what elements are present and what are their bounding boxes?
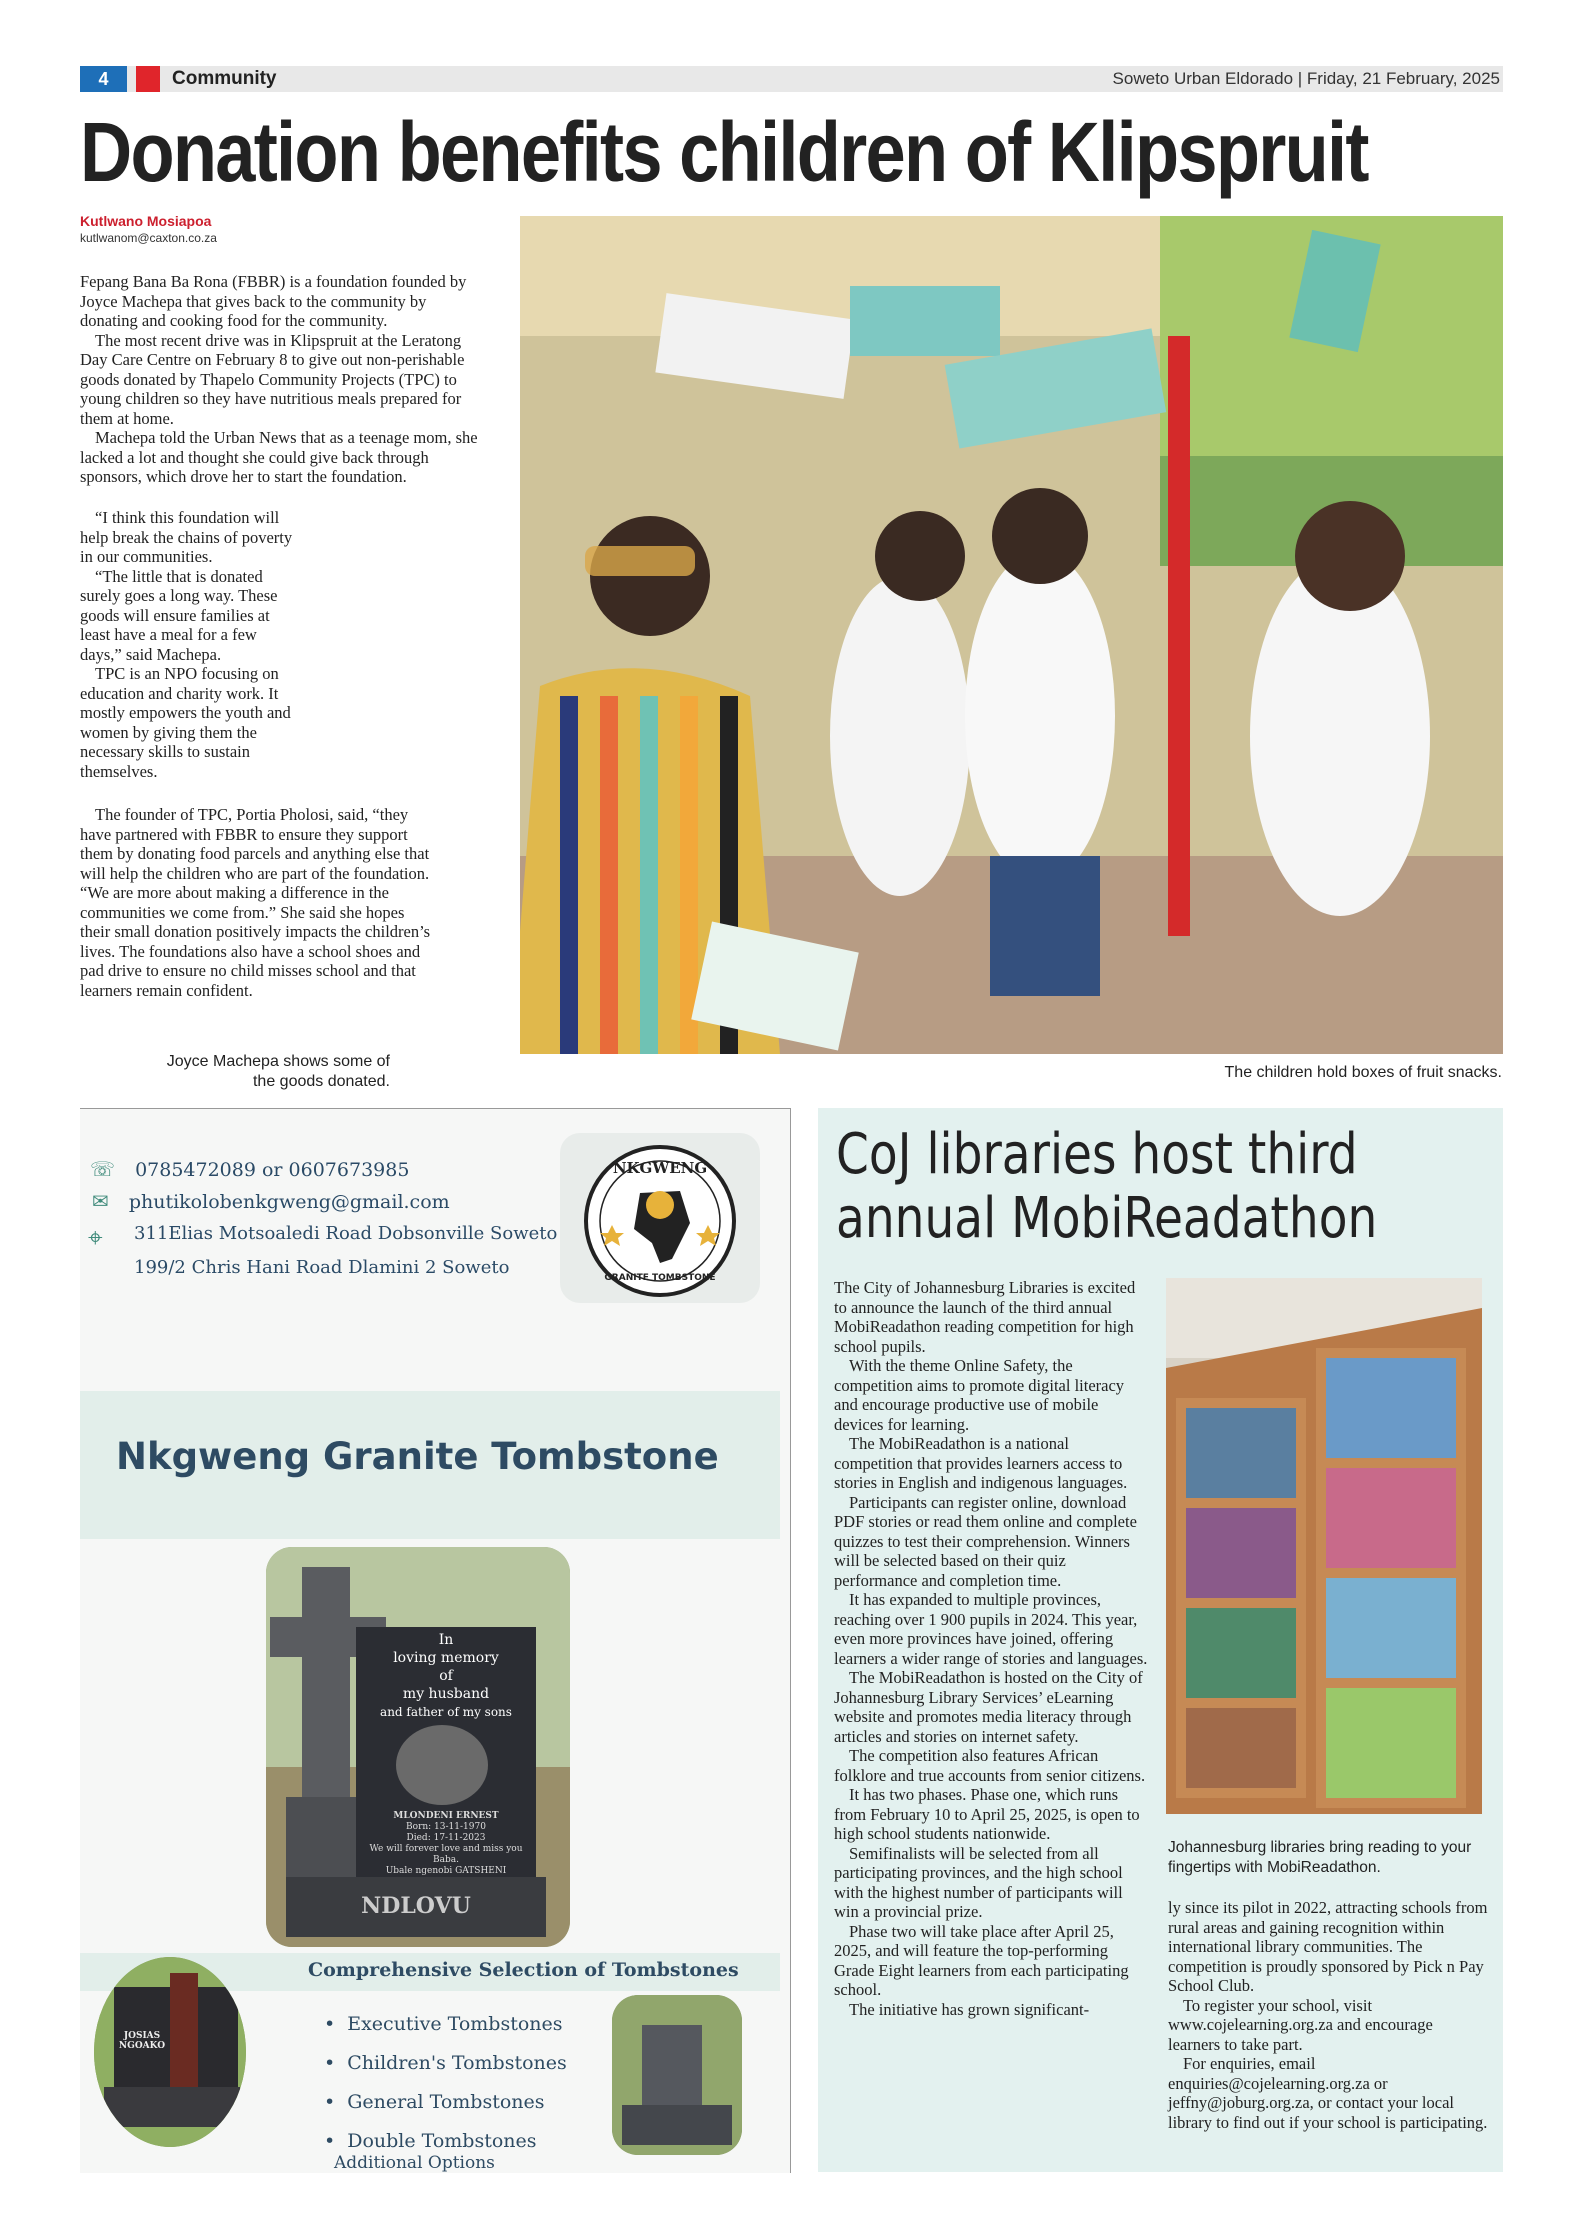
article1-body-bottom bbox=[80, 805, 435, 1000]
article2-paragraph: Phase two will take place after April 25, 2025, and will feature the top-performing Grade Eight learners from each participating school. bbox=[834, 1921, 1129, 1999]
article1-paragraph: “I think this foundation will help break the chains of poverty in our communities. bbox=[80, 508, 293, 566]
list-item: • Executive Tombstones bbox=[324, 2013, 563, 2035]
article1-paragraph: The most recent drive was in Klipspruit at the Leratong Day Care Centre on February 8 to give out non-perishable goods donated by Thapelo Community Projects (TPC) to young children so they have nutritious meals prepared for them at home. bbox=[80, 330, 465, 428]
author-name: Kutlwano Mosiapoa bbox=[80, 213, 212, 229]
list-item: • General Tombstones bbox=[324, 2091, 545, 2113]
ad-tombstone-list bbox=[324, 2005, 567, 2161]
article2-paragraph: For enquiries, email enquiries@cojelearning.org.za or jeffny@joburg.org.za, or contact your local library to find out if your school is participating. bbox=[1168, 2054, 1488, 2132]
article2-column-2 bbox=[1168, 1898, 1488, 2132]
ad-tombstone-photo bbox=[266, 1547, 570, 1947]
ad-small-photo-left bbox=[94, 1957, 246, 2147]
ad-selection-title: Comprehensive Selection of Tombstones bbox=[308, 1959, 739, 1981]
ad-address-2: 199/2 Chris Hani Road Dlamini 2 Soweto bbox=[134, 1257, 510, 1278]
list-item: • Double Tombstones bbox=[324, 2130, 537, 2152]
article1-paragraph: TPC is an NPO focusing on education and charity work. It mostly empowers the youth and women by giving them the necessary skills to sustain themselves. bbox=[80, 664, 291, 781]
tomb-note: We will forever love and miss you Baba. bbox=[369, 1844, 523, 1865]
article2-paragraph: Semifinalists will be selected from all participating provinces, and the high school with the highest number of participants will win a provincial prize. bbox=[834, 1843, 1123, 1921]
tomb-line: and father of my sons bbox=[380, 1705, 512, 1719]
tomb-details bbox=[358, 1811, 534, 1877]
ad-small-photo-right bbox=[612, 1995, 742, 2155]
page-number: 4 bbox=[80, 66, 127, 92]
photo-caption-right: The children hold boxes of fruit snacks. bbox=[1224, 1064, 1502, 1081]
article2-paragraph: It has expanded to multiple provinces, reaching over 1 900 pupils in 2024. This year, even more provinces have joined, offering learners a wider range of stories and languages. bbox=[834, 1590, 1148, 1668]
article2-paragraph: The MobiReadathon is hosted on the City of Johannesburg Library Services’ eLearning website and promotes media literacy through articles and stories on internet safety. bbox=[834, 1668, 1143, 1746]
author-email: kutlwanom@caxton.co.za bbox=[80, 231, 217, 245]
tomb-born: Born: 13-11-1970 bbox=[406, 1822, 486, 1832]
article1-paragraph: Machepa told the Urban News that as a teenage mom, she lacked a lot and thought she could give back through sponsors, which drove her to start the foundation. bbox=[80, 428, 478, 486]
tombstone-advert bbox=[80, 1108, 791, 2173]
article2-paragraph: With the theme Online Safety, the competition aims to promote digital literacy and encourage productive use of mobile devices for learning. bbox=[834, 1356, 1125, 1434]
tomb-died: Died: 17-11-2023 bbox=[406, 1833, 486, 1843]
library-photo bbox=[1166, 1278, 1482, 1814]
article2-paragraph: It has two phases. Phase one, which runs from February 10 to April 25, 2025, is open to high school students nationwide. bbox=[834, 1785, 1140, 1843]
ad-additional-options: Additional Options bbox=[334, 2153, 495, 2173]
tomb-portrait bbox=[396, 1725, 488, 1805]
tomb-line: loving memory bbox=[393, 1650, 499, 1666]
article2-headline-line1: CoJ libraries host third bbox=[836, 1122, 1358, 1187]
photo-caption-left: Joyce Machepa shows some of the goods donated. bbox=[166, 1053, 390, 1090]
ad-email-row bbox=[92, 1189, 450, 1213]
main-photo bbox=[520, 216, 1503, 1054]
envelope-icon: ✉ bbox=[92, 1189, 109, 1213]
article-headline: Donation benefits children of Klipspruit bbox=[80, 105, 1368, 199]
tomb-line: In bbox=[438, 1632, 454, 1648]
article2-headline-line2: annual MobiReadathon bbox=[836, 1186, 1378, 1251]
article1-paragraph: The founder of TPC, Portia Pholosi, said, “they have partnered with FBBR to ensure they support them by donating food parcels and anything else that will help the children who are part of the foundation. “We are more about making a difference in the communities we come from.” She said she hopes their small donation positively impacts the children’s lives. The foundations also have a school shoes and pad drive to ensure no child misses school and that learners remain confident. bbox=[80, 805, 431, 1000]
ad-logo-panel bbox=[560, 1133, 760, 1303]
article2-paragraph: The MobiReadathon is a national competition that provides learners access to stories in English and indigenous languages. bbox=[834, 1434, 1128, 1492]
tomb-name: MLONDENI ERNEST bbox=[393, 1811, 499, 1821]
tomb-note: Ubale ngenobi GATSHENI bbox=[385, 1866, 507, 1876]
section-label: Community bbox=[172, 68, 277, 89]
article2-paragraph: ly since its pilot in 2022, attracting schools from rural areas and gaining recognition within international library communities. The competition is proudly sponsored by Pick n Pay School Club. bbox=[1168, 1898, 1488, 1995]
article1-paragraph: Fepang Bana Ba Rona (FBBR) is a foundation founded by Joyce Machepa that gives back to the community by donating and cooking food for the community. bbox=[80, 272, 467, 330]
article1-paragraph: “The little that is donated surely goes a long way. These goods will ensure families at least have a meal for a few days,” said Machepa. bbox=[80, 566, 278, 664]
article1-body-narrow bbox=[80, 508, 298, 781]
article2-paragraph: The City of Johannesburg Libraries is excited to announce the launch of the third annual MobiReadathon reading competition for high school pupils. bbox=[834, 1278, 1136, 1356]
logo-bottom-text: GRANITE TOMBSTONE bbox=[604, 1273, 716, 1283]
ad-phone: 0785472089 or 0607673985 bbox=[135, 1159, 410, 1181]
ad-address-block bbox=[88, 1217, 557, 1285]
phone-icon: ☏ bbox=[90, 1157, 116, 1181]
ad-banner-title: Nkgweng Granite Tombstone bbox=[116, 1435, 719, 1478]
article2-paragraph: Participants can register online, download PDF stories or read them online and complete quizzes to test their comprehension. Winners will be selected based on their quiz performance and completion time. bbox=[834, 1492, 1137, 1590]
library-photo-caption: Johannesburg libraries bring reading to your fingertips with MobiReadathon. bbox=[1168, 1839, 1472, 1876]
logo-top-text: NKGWENG bbox=[612, 1159, 708, 1177]
article2-column-1 bbox=[834, 1278, 1148, 2019]
ad-email: phutikolobenkgweng@gmail.com bbox=[128, 1191, 450, 1213]
article1-body-top bbox=[80, 272, 485, 487]
list-item: • Children's Tombstones bbox=[324, 2052, 567, 2074]
article2-paragraph: The competition also features African folklore and true accounts from senior citizens. bbox=[834, 1746, 1146, 1785]
left-tomb-label: JOSIAS NGOAKO bbox=[118, 2031, 166, 2051]
tomb-inscription bbox=[358, 1631, 534, 1721]
tomb-line: my husband bbox=[402, 1686, 490, 1702]
tomb-surname: NDLOVU bbox=[361, 1893, 471, 1919]
ad-address-1: 311Elias Motsoaledi Road Dobsonville Soweto bbox=[134, 1223, 558, 1244]
article2-paragraph: The initiative has grown significant- bbox=[849, 1999, 1090, 2019]
article2-paragraph: To register your school, visit www.cojelearning.org.za and encourage learners to take part. bbox=[1168, 1995, 1433, 2054]
tomb-line: of bbox=[439, 1668, 453, 1684]
section-color-tab bbox=[136, 66, 160, 92]
ad-phone-row bbox=[90, 1157, 409, 1181]
location-pin-icon: ⌖ bbox=[88, 1223, 103, 1253]
publication-dateline: Soweto Urban Eldorado | Friday, 21 February, 2025 bbox=[1112, 69, 1500, 88]
